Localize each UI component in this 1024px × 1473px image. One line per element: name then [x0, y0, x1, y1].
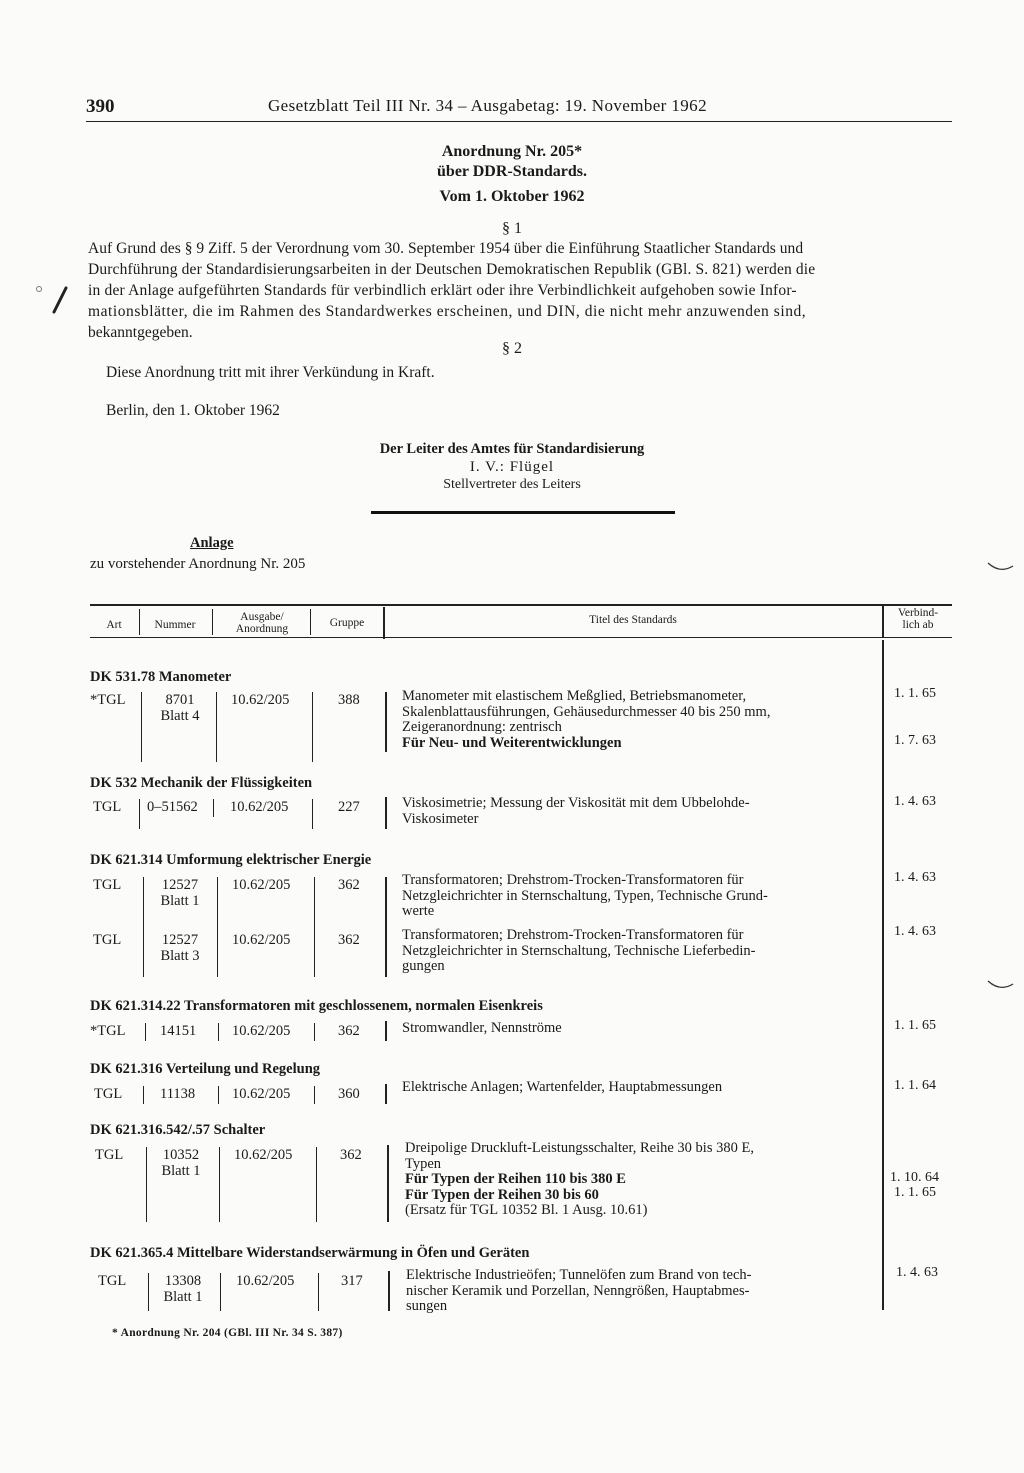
section-1-line: mationsblätter, die im Rahmen des Standardwerkes erscheinen, und DIN, die nicht mehr anzuwenden sind, — [88, 303, 807, 320]
col-divider — [218, 1023, 219, 1041]
separator-rule — [371, 511, 675, 514]
cell-ausgabe: 10.62/205 — [232, 932, 291, 948]
group-title: DK 531.78 Manometer — [90, 669, 232, 685]
section-2-text: Diese Anordnung tritt mit ihrer Verkündung in Kraft. — [106, 364, 435, 381]
cell-gruppe: 317 — [341, 1273, 363, 1289]
cell-ausgabe: 10.62/205 — [236, 1273, 295, 1289]
col-divider — [385, 797, 387, 829]
titel-line: Netzgleichrichter in Sternschaltung, Technische Lieferbedin- — [402, 942, 756, 959]
signature-office: Der Leiter des Amtes für Standardisierung — [379, 441, 645, 457]
cell-nummer: 13308 — [164, 1273, 202, 1289]
col-header-verbindlich — [886, 607, 950, 631]
col-divider — [312, 692, 313, 762]
col-divider — [139, 609, 140, 635]
cell-art: *TGL — [90, 692, 126, 708]
cell-nummer: 0–51562 — [147, 799, 198, 815]
cell-art: TGL — [93, 932, 122, 948]
signature-name: I. V.: Flügel — [469, 459, 555, 475]
group-title: DK 621.314 Umformung elektrischer Energie — [90, 852, 372, 868]
col-divider — [388, 1271, 390, 1311]
titel-line: Zeigeranordnung: zentrisch — [402, 719, 562, 735]
signature-role: Stellvertreter des Leiters — [443, 477, 581, 492]
cell-gruppe: 360 — [338, 1086, 360, 1102]
col-divider — [143, 877, 144, 977]
cell-gruppe: 388 — [338, 692, 360, 708]
cell-nummer: 14151 — [160, 1023, 197, 1039]
col-divider — [314, 1086, 315, 1104]
col-divider — [143, 1086, 144, 1104]
section-1-text — [88, 238, 952, 343]
cell-ausgabe: 10.62/205 — [234, 1147, 293, 1163]
cell-verbindlich: 1. 1. 65 — [894, 1185, 936, 1200]
titel-line: Skalenblattausführungen, Gehäusedurchmesser 40 bis 250 mm, — [402, 703, 771, 720]
cell-nummer: 12527 — [161, 877, 199, 893]
cell-gruppe: 362 — [338, 1023, 360, 1039]
ordinance-title: Anordnung Nr. 205* — [441, 143, 583, 160]
cell-ausgabe: 10.62/205 — [232, 877, 291, 893]
col-divider — [314, 1023, 315, 1041]
titel-line-bold: Für Typen der Reihen 30 bis 60 — [405, 1186, 599, 1203]
col-divider — [383, 607, 385, 639]
cell-art: TGL — [94, 1086, 123, 1102]
col-divider — [387, 1145, 389, 1222]
section-1-mark: § 1 — [502, 220, 522, 237]
margin-curl-mark — [986, 560, 1016, 576]
section-1-line: Durchführung der Standardisierungsarbeiten in der Deutschen Demokratischen Republik (GBl. S. 821) werden die — [88, 261, 816, 278]
cell-verbindlich: 1. 4. 63 — [894, 924, 936, 939]
group-title: DK 621.316 Verteilung und Regelung — [90, 1061, 321, 1077]
titel-line: gungen — [402, 958, 445, 974]
col-divider — [212, 609, 213, 635]
ordinance-date: Vom 1. Oktober 1962 — [439, 188, 585, 205]
col-divider — [318, 1273, 319, 1311]
cell-verbindlich: 1. 1. 65 — [894, 1018, 936, 1033]
cell-nummer: 12527 — [161, 932, 199, 948]
col-divider — [216, 692, 217, 762]
col-header-ausgabe-line: Ausgabe/ — [240, 611, 284, 623]
cell-verbindlich: 1. 1. 64 — [894, 1078, 936, 1093]
col-header-verbindlich-line: lich ab — [902, 619, 934, 631]
col-divider — [385, 692, 387, 752]
footnote: * Anordnung Nr. 204 (GBl. III Nr. 34 S. 387) — [112, 1327, 343, 1339]
place-date: Berlin, den 1. Oktober 1962 — [106, 402, 280, 419]
col-divider — [148, 1273, 149, 1311]
col-divider — [213, 799, 214, 817]
cell-verbindlich: 1. 4. 63 — [894, 870, 936, 885]
cell-blatt: Blatt 1 — [163, 1289, 203, 1305]
cell-art: TGL — [93, 877, 122, 893]
cell-titel — [402, 689, 770, 751]
cell-verbindlich: 1. 4. 63 — [896, 1265, 938, 1280]
titel-line: (Ersatz für TGL 10352 Bl. 1 Ausg. 10.61) — [405, 1202, 648, 1218]
cell-blatt: Blatt 1 — [160, 893, 200, 909]
cell-ausgabe: 10.62/205 — [230, 799, 289, 815]
titel-line-bold: Für Neu- und Weiterentwicklungen — [402, 734, 622, 751]
titel-line: nischer Keramik und Porzellan, Nenngrößen, Hauptabmes- — [406, 1282, 750, 1299]
col-divider — [141, 692, 142, 762]
cell-blatt: Blatt 4 — [160, 708, 200, 724]
cell-verbindlich: 1. 10. 64 — [890, 1170, 939, 1185]
cell-blatt: Blatt 1 — [161, 1163, 201, 1179]
col-header-titel: Titel des Standards — [589, 614, 677, 626]
section-1-line: bekanntgegeben. — [88, 324, 193, 341]
col-divider — [385, 1021, 387, 1041]
titel-line-bold: Für Typen der Reihen 110 bis 380 E — [405, 1171, 626, 1187]
cell-nummer: 10352 — [162, 1147, 200, 1163]
cell-art: TGL — [93, 799, 122, 815]
cell-titel — [402, 873, 768, 920]
col-divider — [139, 799, 140, 829]
col-divider — [310, 609, 311, 635]
margin-pen-mark — [30, 282, 80, 322]
titel-line: Typen — [405, 1155, 442, 1172]
group-title: DK 621.365.4 Mittelbare Widerstandserwärmung in Öfen und Geräten — [90, 1245, 530, 1261]
cell-ausgabe: 10.62/205 — [232, 1086, 291, 1102]
titel-line: werte — [402, 903, 435, 919]
titel-line: Elektrische Anlagen; Wartenfelder, Hauptabmessungen — [402, 1079, 723, 1095]
cell-verbindlich: 1. 1. 65 — [894, 686, 936, 701]
table-header-rule — [90, 637, 952, 638]
col-divider — [314, 877, 315, 977]
cell-gruppe: 227 — [338, 799, 360, 815]
col-header-gruppe: Gruppe — [329, 617, 365, 629]
section-1-line: Auf Grund des § 9 Ziff. 5 der Verordnung vom 30. September 1954 über die Einführung Staatlicher Standards und — [88, 240, 804, 257]
col-divider — [218, 1086, 219, 1104]
cell-verbindlich: 1. 4. 63 — [894, 794, 936, 809]
cell-blatt: Blatt 3 — [160, 948, 200, 964]
col-divider — [312, 799, 313, 829]
col-divider — [220, 1273, 221, 1311]
cell-ausgabe: 10.62/205 — [232, 1023, 291, 1039]
annex-subtitle: zu vorstehender Anordnung Nr. 205 — [90, 556, 306, 572]
cell-art: TGL — [98, 1273, 127, 1289]
titel-line: Elektrische Industrieöfen; Tunnelöfen zum Brand von tech- — [406, 1267, 752, 1283]
col-divider — [145, 1023, 146, 1041]
section-2-mark: § 2 — [502, 340, 522, 357]
col-divider — [316, 1147, 317, 1222]
cell-gruppe: 362 — [338, 877, 360, 893]
col-header-ausgabe-line: Anordnung — [235, 623, 289, 635]
titel-line: Transformatoren; Drehstrom-Trocken-Transformatoren für — [402, 927, 744, 943]
cell-titel — [402, 1080, 722, 1096]
cell-titel — [405, 1141, 754, 1219]
cell-ausgabe: 10.62/205 — [231, 692, 290, 708]
cell-gruppe: 362 — [338, 932, 360, 948]
col-header-nummer: Nummer — [154, 619, 196, 631]
cell-titel — [402, 928, 755, 975]
group-title: DK 621.314.22 Transformatoren mit geschlossenem, normalen Eisenkreis — [90, 998, 543, 1014]
col-divider — [385, 877, 387, 977]
col-divider — [217, 877, 218, 977]
cell-art: TGL — [95, 1147, 124, 1163]
cell-verbindlich: 1. 7. 63 — [894, 733, 936, 748]
group-title: DK 621.316.542/.57 Schalter — [90, 1122, 266, 1138]
header-rule — [86, 121, 952, 122]
col-header-ausgabe — [218, 611, 306, 635]
cell-art: *TGL — [90, 1023, 126, 1039]
titel-line: Netzgleichrichter in Sternschaltung, Typen, Technische Grund- — [402, 887, 768, 904]
titel-line: Stromwandler, Nennströme — [402, 1020, 562, 1036]
titel-line: Viskosimetrie; Messung der Viskosität mit dem Ubbelohde- — [402, 795, 750, 811]
page-number: 390 — [86, 96, 115, 117]
cell-titel — [402, 1021, 562, 1037]
titel-line: sungen — [406, 1298, 448, 1314]
table-top-rule — [90, 604, 952, 606]
titel-line: Viskosimeter — [402, 810, 479, 827]
titel-line: Transformatoren; Drehstrom-Trocken-Transformatoren für — [402, 872, 744, 888]
titel-line: Manometer mit elastischem Meßglied, Betriebsmanometer, — [402, 688, 747, 704]
margin-curl-mark — [986, 978, 1016, 994]
cell-titel — [402, 796, 750, 827]
col-divider — [385, 1084, 387, 1104]
cell-titel — [406, 1268, 752, 1315]
col-divider — [219, 1147, 220, 1222]
running-head: Gesetzblatt Teil III Nr. 34 – Ausgabetag: 19. November 1962 — [268, 96, 707, 115]
col-header-verbindlich-line: Verbind- — [897, 607, 939, 619]
col-divider — [882, 605, 884, 637]
ordinance-subject: über DDR-Standards. — [437, 163, 587, 180]
cell-nummer: 8701 — [165, 692, 195, 708]
group-title: DK 532 Mechanik der Flüssigkeiten — [90, 775, 313, 791]
annex-title: Anlage — [190, 535, 234, 551]
col-divider — [146, 1147, 147, 1222]
cell-nummer: 11138 — [160, 1086, 196, 1102]
date-column-rule — [882, 640, 884, 1310]
cell-gruppe: 362 — [340, 1147, 362, 1163]
section-1-line: in der Anlage aufgeführten Standards für verbindlich erklärt oder ihre Verbindlichkeit aufgehoben sowie Infor- — [88, 282, 797, 299]
titel-line: Dreipolige Druckluft-Leistungsschalter, Reihe 30 bis 380 E, — [405, 1140, 754, 1156]
col-header-art: Art — [106, 619, 122, 631]
